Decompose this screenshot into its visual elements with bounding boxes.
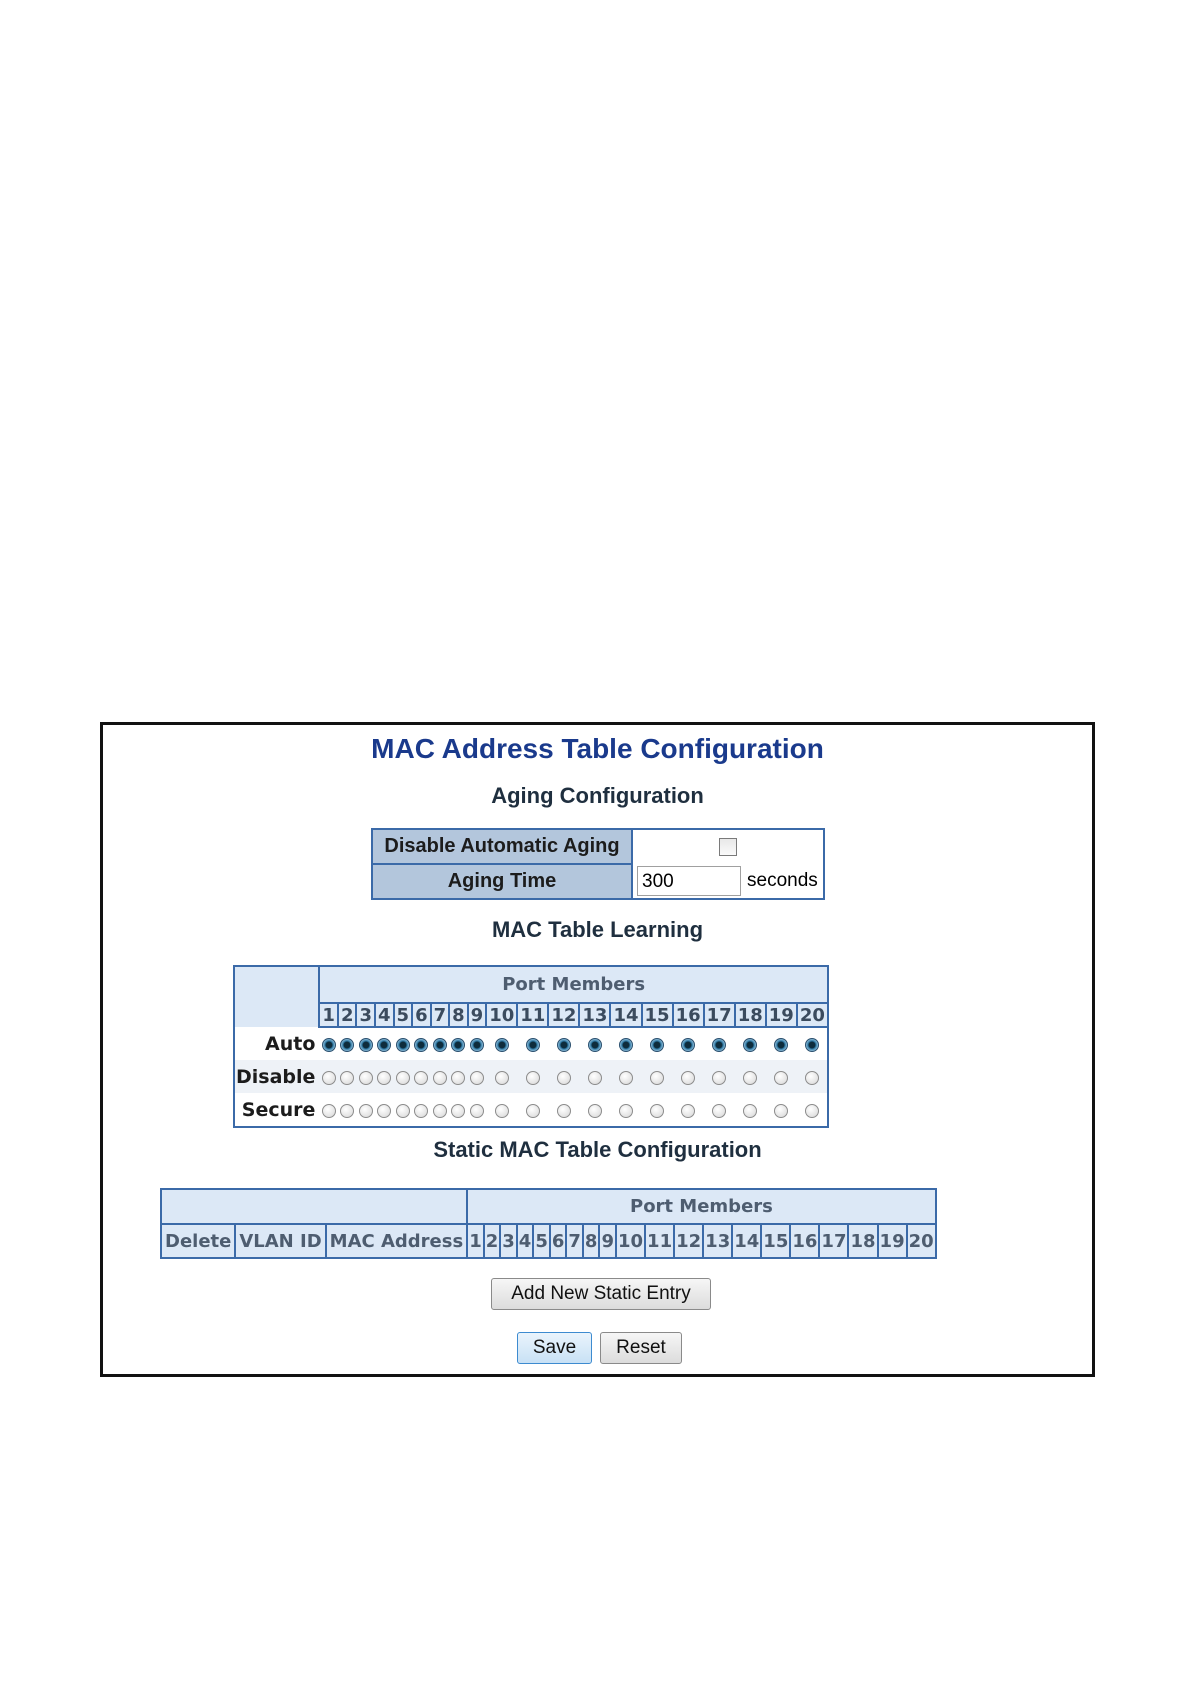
- learning-radio-secure-port-19[interactable]: [774, 1104, 788, 1118]
- static-column-mac-address: MAC Address: [326, 1224, 468, 1258]
- add-new-static-entry-button[interactable]: Add New Static Entry: [491, 1278, 711, 1310]
- learning-port-header-5: 5: [394, 1003, 413, 1027]
- static-port-header-1: 1: [467, 1224, 484, 1258]
- learning-radio-disable-port-11[interactable]: [526, 1071, 540, 1085]
- learning-radio-auto-port-10[interactable]: [495, 1038, 509, 1052]
- learning-radio-auto-port-4[interactable]: [377, 1038, 391, 1052]
- learning-radio-secure-port-18[interactable]: [743, 1104, 757, 1118]
- learning-port-header-19: 19: [766, 1003, 797, 1027]
- learning-radio-disable-port-15[interactable]: [650, 1071, 664, 1085]
- learning-row-secure: [234, 1093, 828, 1127]
- learning-port-members-header: Port Members: [319, 966, 827, 1003]
- learning-radio-secure-port-3[interactable]: [359, 1104, 373, 1118]
- learning-radio-secure-port-7[interactable]: [433, 1104, 447, 1118]
- learning-radio-secure-port-8[interactable]: [451, 1104, 465, 1118]
- learning-radio-disable-port-8[interactable]: [451, 1071, 465, 1085]
- learning-radio-disable-port-4[interactable]: [377, 1071, 391, 1085]
- static-port-header-10: 10: [616, 1224, 645, 1258]
- learning-radio-auto-port-3[interactable]: [359, 1038, 373, 1052]
- learning-radio-disable-port-16[interactable]: [681, 1071, 695, 1085]
- learning-radio-secure-port-15[interactable]: [650, 1104, 664, 1118]
- learning-radio-auto-port-18[interactable]: [743, 1038, 757, 1052]
- learning-port-header-row: [234, 1003, 828, 1027]
- learning-port-header-20: 20: [797, 1003, 828, 1027]
- static-port-header-12: 12: [674, 1224, 703, 1258]
- reset-button[interactable]: Reset: [600, 1332, 682, 1364]
- disable-aging-checkbox[interactable]: [719, 838, 737, 856]
- aging-table: [371, 828, 825, 900]
- static-port-header-11: 11: [645, 1224, 674, 1258]
- learning-port-header-16: 16: [673, 1003, 704, 1027]
- static-port-header-20: 20: [907, 1224, 936, 1258]
- static-port-header-2: 2: [484, 1224, 501, 1258]
- static-port-header-5: 5: [533, 1224, 550, 1258]
- static-blank-header: [161, 1189, 467, 1224]
- learning-radio-auto-port-14[interactable]: [619, 1038, 633, 1052]
- page-title: MAC Address Table Configuration: [371, 733, 824, 764]
- learning-radio-secure-port-5[interactable]: [396, 1104, 410, 1118]
- learning-radio-secure-port-13[interactable]: [588, 1104, 602, 1118]
- static-port-header-15: 15: [761, 1224, 790, 1258]
- learning-radio-disable-port-19[interactable]: [774, 1071, 788, 1085]
- learning-radio-secure-port-4[interactable]: [377, 1104, 391, 1118]
- aging-time-row: [372, 864, 824, 899]
- learning-row-auto: [234, 1027, 828, 1060]
- learning-radio-secure-port-12[interactable]: [557, 1104, 571, 1118]
- static-port-header-8: 8: [583, 1224, 600, 1258]
- config-panel: [100, 722, 1095, 1377]
- static-port-header-14: 14: [732, 1224, 761, 1258]
- learning-port-header-15: 15: [642, 1003, 673, 1027]
- learning-radio-auto-port-7[interactable]: [433, 1038, 447, 1052]
- learning-radio-disable-port-3[interactable]: [359, 1071, 373, 1085]
- learning-radio-auto-port-11[interactable]: [526, 1038, 540, 1052]
- learning-radio-secure-port-17[interactable]: [712, 1104, 726, 1118]
- learning-radio-auto-port-16[interactable]: [681, 1038, 695, 1052]
- learning-port-header-14: 14: [610, 1003, 641, 1027]
- learning-radio-auto-port-20[interactable]: [805, 1038, 819, 1052]
- aging-time-unit: seconds: [747, 870, 818, 891]
- learning-radio-secure-port-20[interactable]: [805, 1104, 819, 1118]
- aging-time-input[interactable]: 300: [637, 866, 741, 896]
- learning-radio-auto-port-17[interactable]: [712, 1038, 726, 1052]
- static-port-header-18: 18: [848, 1224, 877, 1258]
- learning-radio-disable-port-17[interactable]: [712, 1071, 726, 1085]
- learning-radio-auto-port-19[interactable]: [774, 1038, 788, 1052]
- static-port-header-16: 16: [790, 1224, 819, 1258]
- static-port-header-3: 3: [500, 1224, 517, 1258]
- learning-radio-secure-port-11[interactable]: [526, 1104, 540, 1118]
- learning-radio-disable-port-1[interactable]: [322, 1071, 336, 1085]
- learning-port-header-17: 17: [704, 1003, 735, 1027]
- learning-radio-auto-port-5[interactable]: [396, 1038, 410, 1052]
- learning-row-label: Disable: [236, 1065, 316, 1088]
- static-port-header-7: 7: [566, 1224, 583, 1258]
- mac-learning-table: [233, 965, 829, 1128]
- learning-port-header-12: 12: [548, 1003, 579, 1027]
- static-port-header-6: 6: [550, 1224, 567, 1258]
- learning-radio-auto-port-12[interactable]: [557, 1038, 571, 1052]
- learning-radio-disable-port-20[interactable]: [805, 1071, 819, 1085]
- save-button[interactable]: Save: [517, 1332, 592, 1364]
- static-port-header-13: 13: [703, 1224, 732, 1258]
- learning-row-label: Secure: [241, 1098, 316, 1121]
- learning-port-header-4: 4: [375, 1003, 394, 1027]
- learning-radio-auto-port-8[interactable]: [451, 1038, 465, 1052]
- static-port-header-19: 19: [878, 1224, 907, 1258]
- learning-radio-auto-port-15[interactable]: [650, 1038, 664, 1052]
- learning-radio-auto-port-13[interactable]: [588, 1038, 602, 1052]
- aging-disable-row: [372, 829, 824, 864]
- learning-port-header-8: 8: [449, 1003, 468, 1027]
- learning-port-header-10: 10: [486, 1003, 517, 1027]
- learning-corner-cell: [234, 966, 319, 1027]
- static-port-members-header: Port Members: [467, 1189, 935, 1224]
- learning-port-header-6: 6: [412, 1003, 431, 1027]
- aging-time-label: Aging Time: [372, 864, 632, 899]
- static-column-vlan-id: VLAN ID: [235, 1224, 325, 1258]
- learning-radio-auto-port-1[interactable]: [322, 1038, 336, 1052]
- learning-radio-disable-port-12[interactable]: [557, 1071, 571, 1085]
- static-port-header-9: 9: [599, 1224, 616, 1258]
- learning-radio-secure-port-10[interactable]: [495, 1104, 509, 1118]
- static-column-delete: Delete: [161, 1224, 235, 1258]
- learning-radio-auto-port-6[interactable]: [414, 1038, 428, 1052]
- static-header-row: [161, 1224, 936, 1258]
- static-section-title: Static MAC Table Configuration: [433, 1137, 762, 1162]
- learning-radio-auto-port-9[interactable]: [470, 1038, 484, 1052]
- learning-radio-secure-port-14[interactable]: [619, 1104, 633, 1118]
- aging-section-title: Aging Configuration: [491, 783, 704, 808]
- learning-radio-secure-port-1[interactable]: [322, 1104, 336, 1118]
- learning-port-header-2: 2: [338, 1003, 357, 1027]
- learning-radio-disable-port-7[interactable]: [433, 1071, 447, 1085]
- learning-radio-secure-port-16[interactable]: [681, 1104, 695, 1118]
- learning-radio-secure-port-2[interactable]: [340, 1104, 354, 1118]
- learning-radio-disable-port-6[interactable]: [414, 1071, 428, 1085]
- learning-port-header-7: 7: [431, 1003, 450, 1027]
- static-port-header-17: 17: [819, 1224, 848, 1258]
- learning-row-disable: [234, 1060, 828, 1093]
- learning-radio-disable-port-2[interactable]: [340, 1071, 354, 1085]
- static-mac-table: [160, 1188, 937, 1259]
- learning-port-header-3: 3: [356, 1003, 375, 1027]
- learning-port-header-18: 18: [735, 1003, 766, 1027]
- learning-port-header-1: 1: [319, 1003, 338, 1027]
- learning-port-header-13: 13: [579, 1003, 610, 1027]
- learning-radio-secure-port-9[interactable]: [470, 1104, 484, 1118]
- disable-aging-label: Disable Automatic Aging: [372, 829, 632, 864]
- learning-radio-disable-port-10[interactable]: [495, 1071, 509, 1085]
- static-port-header-4: 4: [517, 1224, 534, 1258]
- learning-radio-disable-port-14[interactable]: [619, 1071, 633, 1085]
- learning-radio-auto-port-2[interactable]: [340, 1038, 354, 1052]
- learning-row-label: Auto: [265, 1032, 316, 1055]
- learning-radio-disable-port-18[interactable]: [743, 1071, 757, 1085]
- learning-radio-secure-port-6[interactable]: [414, 1104, 428, 1118]
- learning-radio-disable-port-9[interactable]: [470, 1071, 484, 1085]
- learning-radio-disable-port-5[interactable]: [396, 1071, 410, 1085]
- learning-radio-disable-port-13[interactable]: [588, 1071, 602, 1085]
- learning-section-title: MAC Table Learning: [491, 917, 704, 942]
- learning-port-header-9: 9: [468, 1003, 487, 1027]
- learning-port-header-11: 11: [517, 1003, 548, 1027]
